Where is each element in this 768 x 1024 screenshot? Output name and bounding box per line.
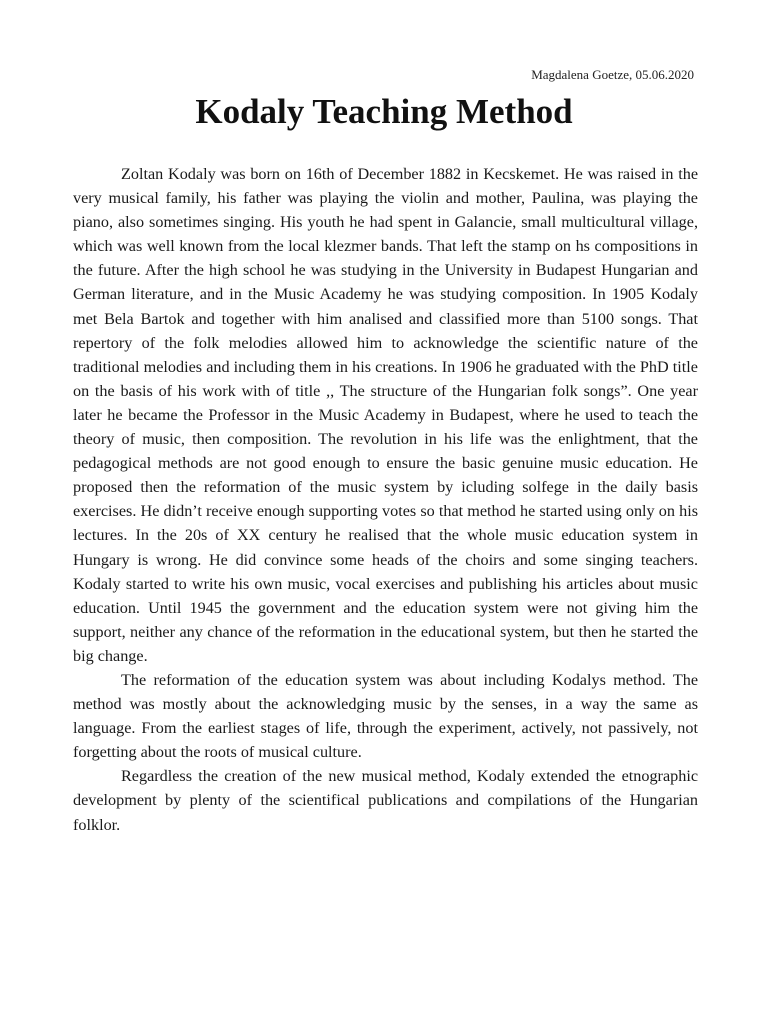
document-body xyxy=(73,162,698,837)
paragraph-ethnography: Regardless the creation of the new musical method, Kodaly extended the etnographic development by plenty of the scientifical publications and compilations of the Hungarian folklor. xyxy=(73,767,698,834)
author-date-line: Magdalena Goetze, 05.06.2020 xyxy=(531,67,694,82)
page-title: Kodaly Teaching Method xyxy=(195,92,573,131)
paragraph-reformation: The reformation of the education system was about including Kodalys method. The method was mostly about the acknowledging music by the senses, in a way the same as language. From the earliest stages of life, through the experiment, actively, not passively, not forgetting about the roots of musical culture. xyxy=(73,670,698,762)
paragraph-biography: Zoltan Kodaly was born on 16th of December 1882 in Kecskemet. He was raised in the very musical family, his father was playing the violin and mother, Paulina, was playing the piano, also sometimes singing. His youth he had spent in Galancie, small multicultural village, which was well known from the local klezmer bands. That left the stamp on hs compositions in the future. After the high school he was studying in the University in Budapest Hungarian and German literature, and in the Music Academy he was studying composition. In 1905 Kodaly met Bela Bartok and together with him analised and classified more than 5100 songs. That repertory of the folk melodies allowed him to acknowledge the scientific nature of the traditional melodies and including them in his creations. In 1906 he graduated with the PhD title on the basis of his work with of title ,, The structure of the Hungarian folk songs”. One year later he became the Professor in the Music Academy in Budapest, where he used to teach the theory of music, then composition. The revolution in his life was the enlightment, that the pedagogical methods are not good enough to ensure the basic genuine music education. He proposed then the reformation of the music system by icluding solfege in the daily basis exercises. He didn’t receive enough supporting votes so that method he started using only on his lectures. In the 20s of XX century he realised that the whole music education system in Hungary is wrong. He did convince some heads of the choirs and some singing teachers. Kodaly started to write his own music, vocal exercises and publishing his articles about music education. Until 1945 the government and the education system were not giving him the support, neither any chance of the reformation in the educational system, but then he started the big change. xyxy=(73,165,698,665)
